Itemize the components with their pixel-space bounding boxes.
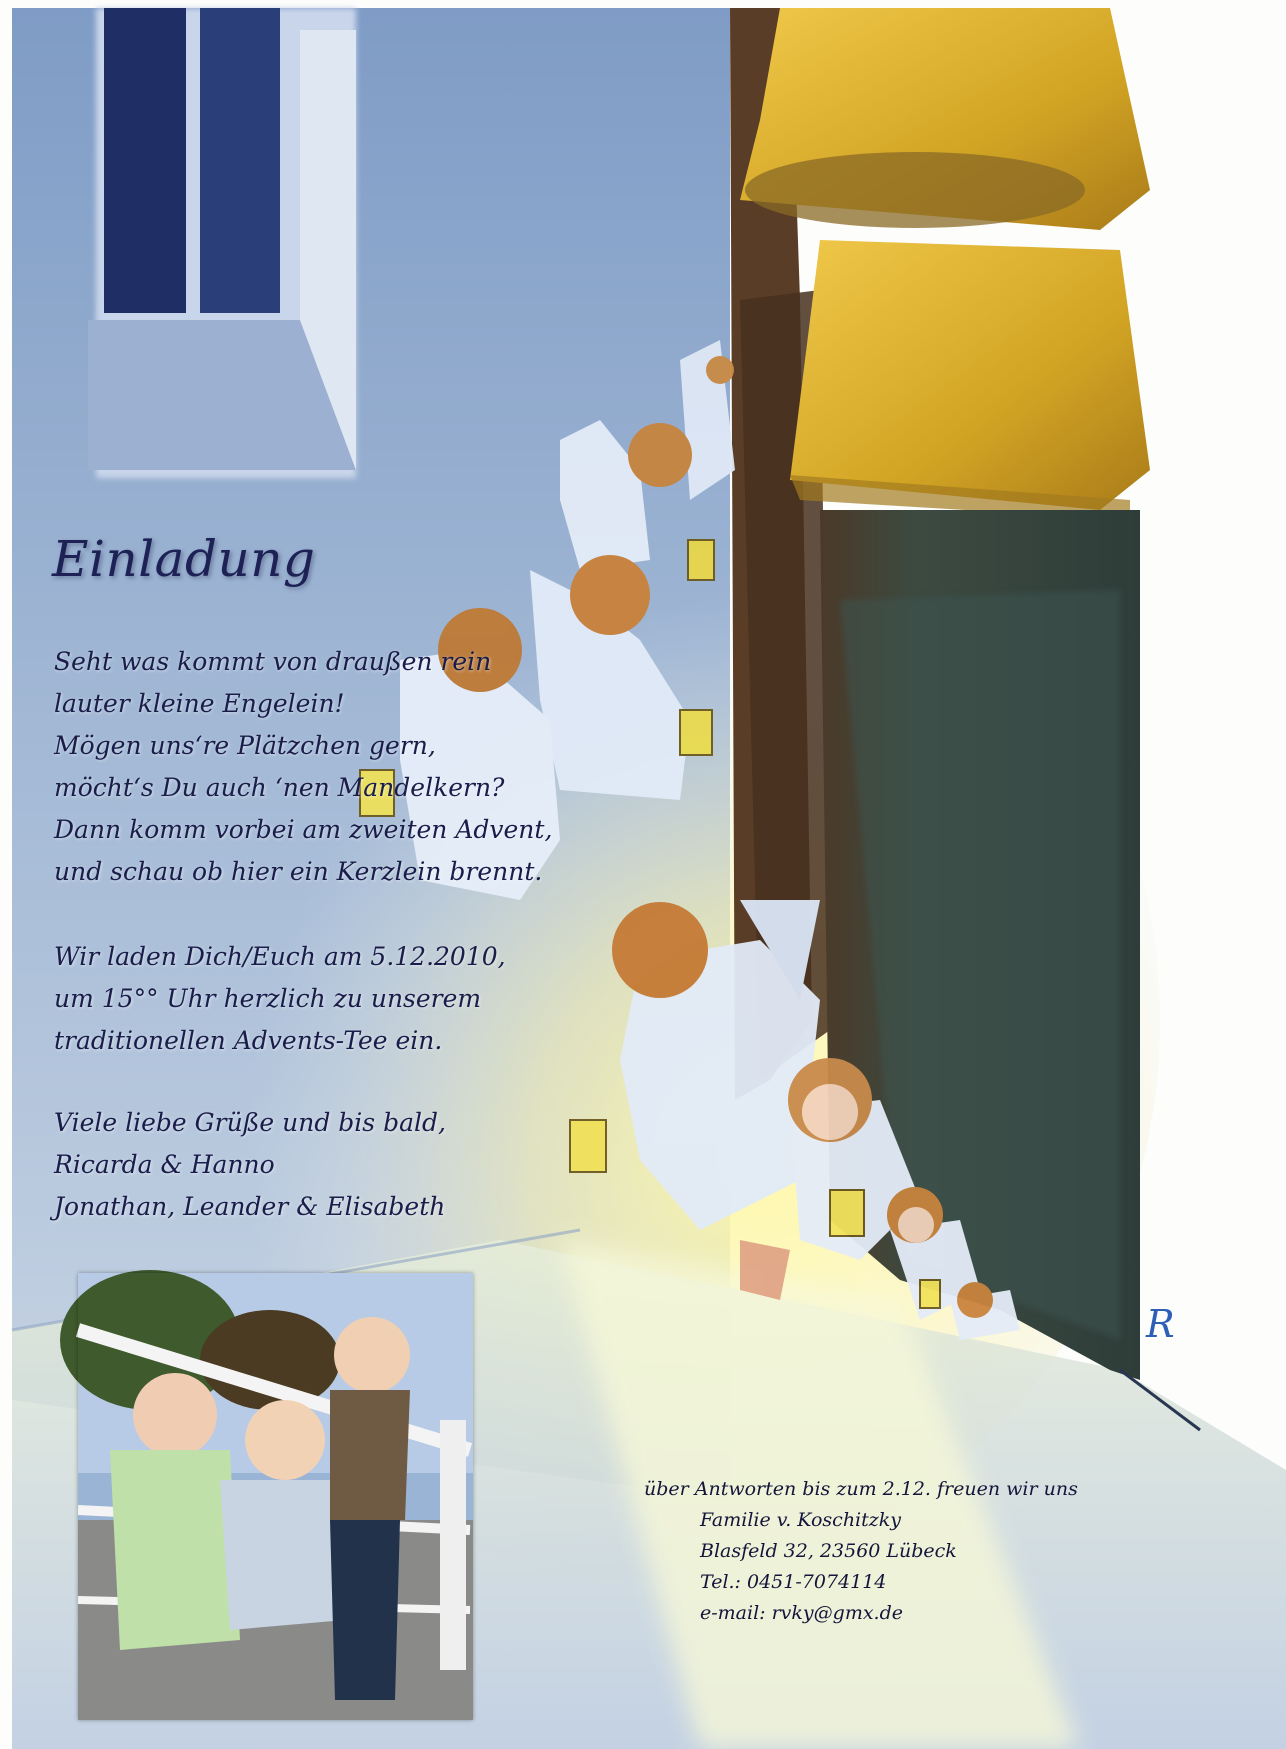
invitation-title: Einladung — [52, 530, 316, 588]
contact-footer — [644, 1474, 1078, 1629]
address: Blasfeld 32, 23560 Lübeck — [700, 1540, 957, 1562]
greeting-line: Viele liebe Grüße und bis bald, — [54, 1108, 446, 1137]
poem-line: Dann komm vorbei am zweiten Advent, — [54, 815, 553, 844]
family-name: Familie v. Koschitzky — [700, 1509, 902, 1531]
poem-line: lauter kleine Engelein! — [54, 689, 345, 718]
poem-line: und schau ob hier ein Kerzlein brennt. — [54, 857, 543, 886]
greeting-line: Ricarda & Hanno — [54, 1150, 275, 1179]
poem-line: Mögen uns‘re Plätzchen gern, — [54, 731, 436, 760]
invitation-line: um 15°° Uhr herzlich zu unserem — [54, 984, 482, 1013]
poem-line: Seht was kommt von draußen rein — [54, 647, 492, 676]
poem-line: möcht‘s Du auch ‘nen Mandelkern? — [54, 773, 505, 802]
rsvp-line: über Antworten bis zum 2.12. freuen wir uns — [644, 1478, 1078, 1500]
window — [88, 8, 356, 478]
greeting-line: Jonathan, Leander & Elisabeth — [54, 1192, 446, 1221]
invitation-line: Wir laden Dich/Euch am 5.12.2010, — [54, 942, 506, 971]
phone: Tel.: 0451-7074114 — [700, 1571, 887, 1593]
email: e-mail: rvky@gmx.de — [700, 1602, 904, 1624]
invitation-block — [54, 936, 506, 1062]
artist-signature: R — [1146, 1302, 1175, 1346]
invitation-line: traditionellen Advents-Tee ein. — [54, 1026, 443, 1055]
poem-block — [54, 641, 552, 893]
greeting-block — [54, 1102, 446, 1228]
family-photo — [78, 1273, 473, 1720]
